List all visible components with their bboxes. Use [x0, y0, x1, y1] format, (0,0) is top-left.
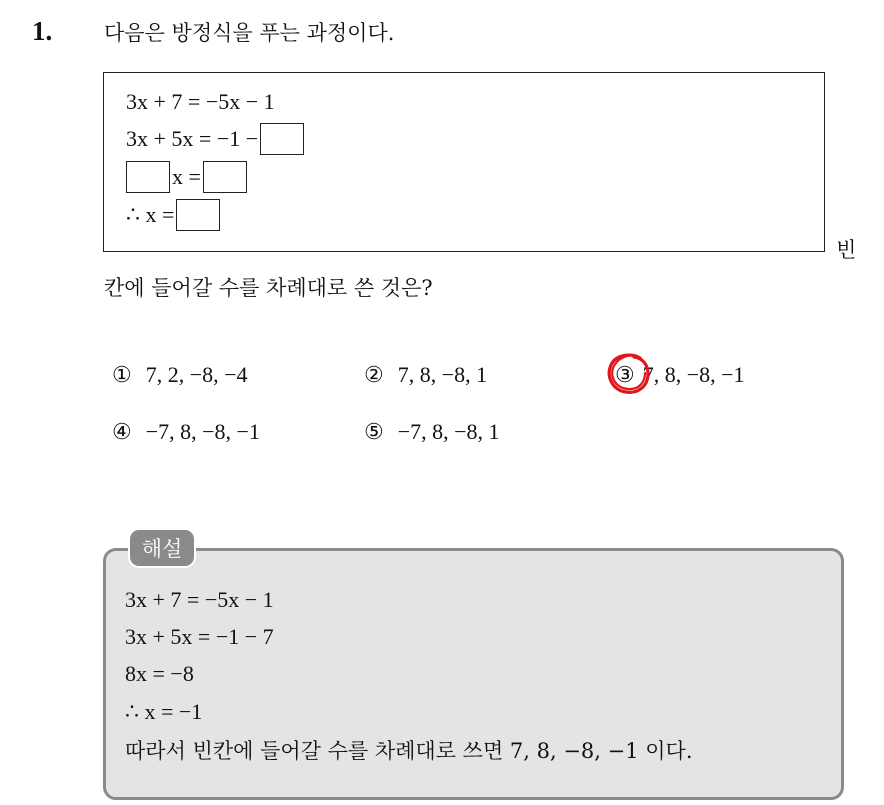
choice-1-mark: ① — [112, 362, 132, 387]
equation-line-3-text: x = — [172, 164, 201, 189]
equation-line-1: 3x + 7 = −5x − 1 — [126, 89, 275, 114]
solution-conclusion: 따라서 빈칸에 들어갈 수를 차례대로 쓰면 7, 8, −8, −1 이다. — [125, 739, 693, 763]
choice-2[interactable] — [364, 362, 487, 388]
question-continuation-1: 빈 — [836, 238, 857, 262]
blank-box-2 — [126, 161, 170, 193]
choice-5[interactable] — [364, 419, 500, 445]
solution-line-2: 3x + 5x = −1 − 7 — [125, 624, 274, 649]
solution-line-3: 8x = −8 — [125, 661, 194, 686]
choice-2-mark: ② — [364, 362, 384, 387]
solution-tag: 해설 — [128, 528, 196, 568]
choice-3-mark: ③ — [615, 362, 635, 387]
blank-box-1 — [260, 123, 304, 155]
equation-box — [103, 72, 825, 252]
equation-line-3 — [126, 161, 249, 193]
choice-1-text: 7, 2, −8, −4 — [145, 362, 248, 387]
choice-3-text: 7, 8, −8, −1 — [642, 362, 745, 387]
question-continuation-2: 칸에 들어갈 수를 차례대로 쓴 것은? — [104, 276, 433, 300]
equation-line-2-text: 3x + 5x = −1 − — [126, 126, 259, 151]
choice-5-mark: ⑤ — [364, 419, 384, 444]
choice-5-text: −7, 8, −8, 1 — [397, 419, 500, 444]
choice-2-text: 7, 8, −8, 1 — [397, 362, 488, 387]
choice-4-mark: ④ — [112, 419, 132, 444]
blank-box-3 — [203, 161, 247, 193]
equation-line-2 — [126, 123, 306, 155]
choice-4-text: −7, 8, −8, −1 — [145, 419, 260, 444]
equation-line-4-text: ∴ x = — [126, 202, 175, 227]
equation-line-4 — [126, 199, 222, 231]
answer-circle-mark — [606, 352, 652, 396]
question-number: 1. — [32, 16, 53, 46]
choice-4[interactable] — [112, 419, 260, 445]
solution-line-1: 3x + 7 = −5x − 1 — [125, 587, 274, 612]
choice-1[interactable] — [112, 362, 248, 388]
solution-line-4: ∴ x = −1 — [125, 699, 203, 724]
question-prompt: 다음은 방정식을 푸는 과정이다. — [104, 21, 395, 45]
blank-box-4 — [176, 199, 220, 231]
